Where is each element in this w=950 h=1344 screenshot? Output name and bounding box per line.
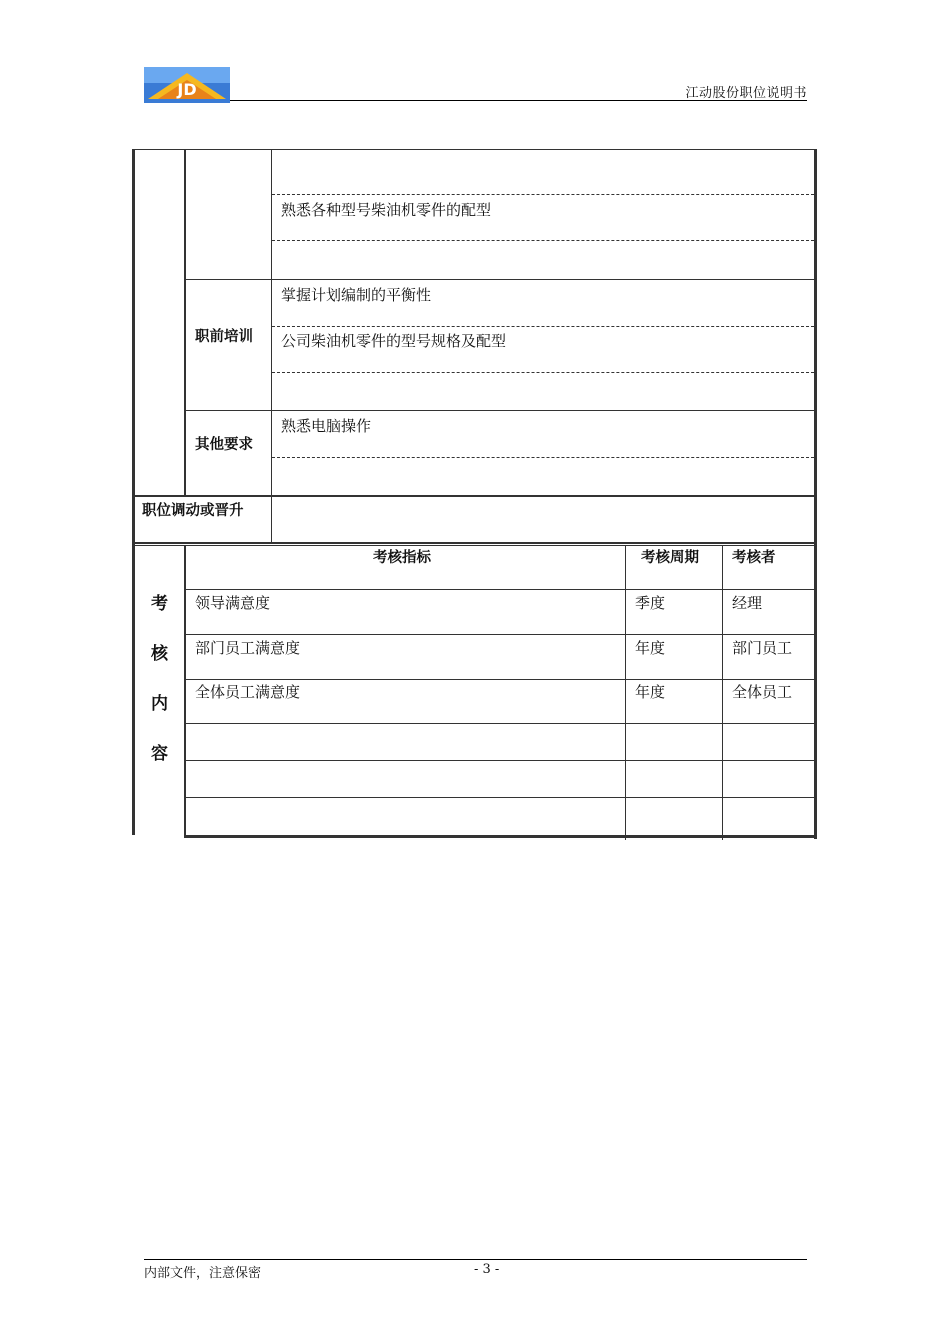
- header-divider: [230, 100, 807, 101]
- dashed-separator: [272, 326, 814, 327]
- logo-text: JD: [177, 80, 197, 99]
- table-cell-indicator: 全体员工满意度: [195, 683, 301, 701]
- table-cell-period: 年度: [635, 639, 666, 657]
- table-bottom-border: [135, 542, 815, 544]
- document-header-title: 江动股份职位说明书: [685, 86, 807, 101]
- dashed-separator: [272, 194, 814, 195]
- assessment-side-label: 核: [151, 644, 168, 664]
- transfer-promotion-label: 职位调动或晋升: [142, 503, 244, 519]
- row-divider: [185, 279, 815, 280]
- pre-job-item: 掌握计划编制的平衡性: [281, 286, 432, 304]
- assessment-side-label: 内: [151, 694, 168, 714]
- pre-job-training-label: 职前培训: [195, 329, 253, 345]
- row-divider: [185, 760, 815, 761]
- column-divider: [271, 150, 272, 544]
- table-right-border: [814, 149, 817, 545]
- column-header-indicator: 考核指标: [373, 550, 431, 566]
- table-cell-assessor: 全体员工: [732, 683, 793, 701]
- dashed-separator: [272, 372, 814, 373]
- table-cell-indicator: 领导满意度: [195, 594, 271, 612]
- footer-confidential-note: 内部文件，注意保密: [144, 1266, 262, 1281]
- table-cell-assessor: 部门员工: [732, 639, 793, 657]
- other-requirement-item: 熟悉电脑操作: [281, 417, 372, 435]
- pre-job-item: 公司柴油机零件的型号规格及配型: [281, 332, 507, 350]
- row-divider: [185, 589, 815, 590]
- column-divider: [625, 546, 626, 840]
- row-divider: [185, 634, 815, 635]
- table-left-border: [132, 149, 135, 545]
- row-divider: [185, 797, 815, 798]
- row-divider: [135, 495, 815, 497]
- table-left-border: [132, 545, 135, 835]
- column-header-period: 考核周期: [641, 550, 699, 566]
- table-top-border: [135, 545, 815, 546]
- table-cell-period: 年度: [635, 683, 666, 701]
- dashed-separator: [272, 240, 814, 241]
- assessment-side-label: 容: [151, 744, 168, 764]
- row-divider: [185, 723, 815, 724]
- company-logo: [144, 67, 230, 103]
- other-requirements-label: 其他要求: [195, 437, 253, 453]
- requirement-item: 熟悉各种型号柴油机零件的配型: [281, 201, 492, 219]
- column-divider: [722, 546, 723, 840]
- footer-divider: [144, 1259, 807, 1260]
- table-cell-indicator: 部门员工满意度: [195, 639, 301, 657]
- table-cell-period: 季度: [635, 594, 666, 612]
- column-header-assessor: 考核者: [732, 550, 776, 566]
- assessment-side-label: 考: [151, 594, 168, 614]
- dashed-separator: [272, 457, 814, 458]
- table-cell-assessor: 经理: [732, 594, 763, 612]
- column-divider: [184, 150, 186, 496]
- row-divider: [185, 410, 815, 411]
- row-divider: [185, 679, 815, 680]
- table-top-border: [135, 149, 815, 150]
- page-number: - 3 -: [474, 1262, 500, 1277]
